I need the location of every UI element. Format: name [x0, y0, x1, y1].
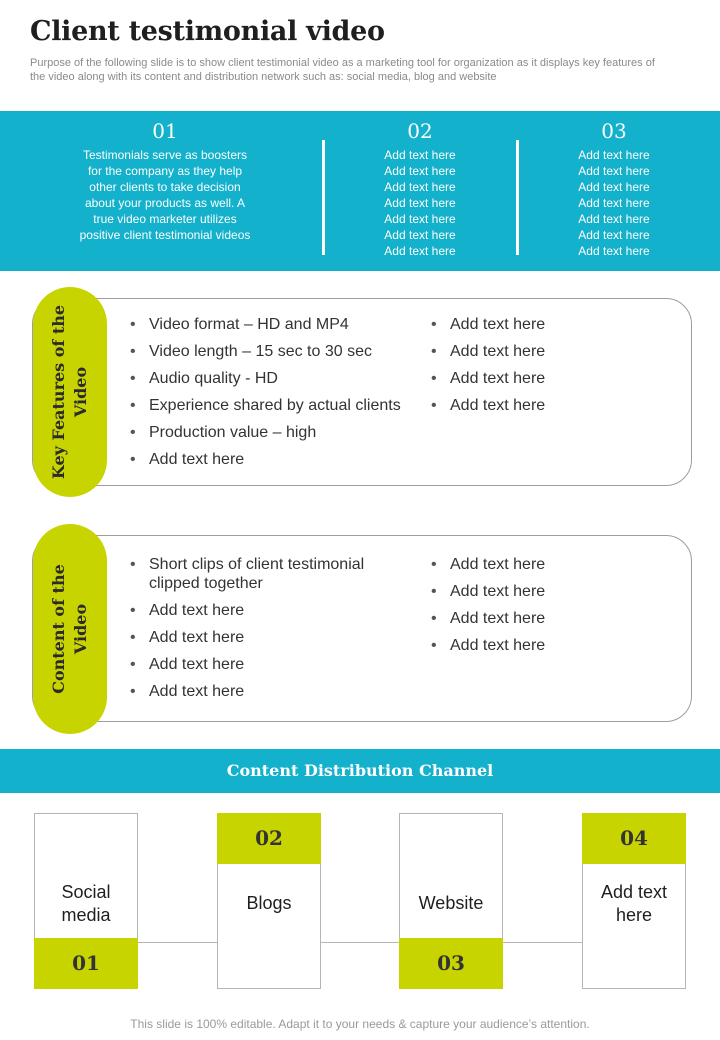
footer-note: This slide is 100% editable. Adapt it to your needs & capture your audience’s attention.: [130, 1017, 590, 1031]
channel-label: Social media: [61, 882, 111, 925]
list-item: • Add text here: [431, 582, 661, 601]
list-item: • Add text here: [130, 601, 395, 620]
list-item: • Production value – high: [130, 423, 420, 442]
banner-line: Add text here: [578, 212, 650, 226]
list-item: • Add text here: [431, 396, 661, 415]
list-item: • Experience shared by actual clients: [130, 396, 420, 415]
banner-line: Add text here: [384, 212, 456, 226]
label-line: Content of the: [49, 564, 68, 694]
banner-line: Add text here: [578, 228, 650, 242]
banner-column-1: [60, 118, 270, 243]
banner-number: 02: [407, 119, 433, 143]
banner-line: Add text here: [384, 148, 456, 162]
channel-number: 01: [34, 938, 138, 989]
banner-line: Add text here: [578, 180, 650, 194]
channel-box-blogs: [217, 813, 321, 989]
banner-number: 01: [152, 119, 178, 143]
page-subtitle: Purpose of the following slide is to show client testimonial video as a marketing tool for organization as it displays key features of the video along with its content and distribution network such as: social media, blog and website: [30, 57, 655, 83]
banner-text: [60, 147, 270, 243]
list-item: • Short clips of client testimonial clipped together: [130, 555, 395, 593]
banner-line: for the company as they help: [87, 164, 243, 178]
list-item: • Add text here: [130, 655, 395, 674]
banner-line: Add text here: [384, 244, 456, 258]
list-item: • Add text here: [431, 369, 661, 388]
banner-column-3: [534, 118, 694, 259]
channel-number: 02: [217, 813, 321, 864]
list-item: • Add text here: [431, 315, 661, 334]
channel-label: Add text here: [600, 882, 668, 925]
banner-line: about your products as well. A: [84, 196, 246, 210]
list-item: • Video length – 15 sec to 30 sec: [130, 342, 420, 361]
channel-box-website: [399, 813, 503, 989]
banner-line: Add text here: [578, 148, 650, 162]
banner-text: [534, 147, 694, 259]
banner-line: Add text here: [578, 244, 650, 258]
content-list-right: [431, 555, 661, 663]
channel-label: Blogs: [246, 893, 292, 913]
banner-line: true video marketer utilizes: [93, 212, 237, 226]
banner-number: 03: [601, 119, 627, 143]
channel-number: 03: [399, 938, 503, 989]
banner-line: Add text here: [384, 180, 456, 194]
connector-line: [138, 942, 584, 943]
channel-number: 04: [582, 813, 686, 864]
list-item: • Audio quality - HD: [130, 369, 420, 388]
key-features-label-text: [48, 305, 92, 479]
banner-divider: [322, 140, 325, 255]
overview-banner: [0, 111, 720, 271]
channel-label: Website: [418, 893, 484, 913]
label-line: Video: [71, 603, 90, 655]
banner-line: Add text here: [384, 196, 456, 210]
banner-line: Add text here: [384, 228, 456, 242]
banner-divider: [516, 140, 519, 255]
label-line: Video: [71, 366, 90, 418]
list-item: • Add text here: [431, 609, 661, 628]
banner-line: other clients to take decision: [89, 180, 241, 194]
banner-line: Add text here: [578, 196, 650, 210]
channel-box-social-media: [34, 813, 138, 989]
content-list-left: [130, 555, 395, 709]
list-item: • Add text here: [431, 342, 661, 361]
list-item: • Add text here: [431, 636, 661, 655]
page-title: Client testimonial video: [30, 16, 385, 47]
list-item: • Add text here: [130, 628, 395, 647]
channel-box-add-text: [582, 813, 686, 989]
list-item: • Add text here: [130, 682, 395, 701]
list-item: • Add text here: [431, 555, 661, 574]
label-line: Key Features of the: [49, 304, 68, 480]
content-label: [33, 524, 107, 734]
list-item: • Add text here: [130, 450, 420, 469]
banner-line: positive client testimonial videos: [79, 228, 251, 242]
banner-text: [340, 147, 500, 259]
key-features-list-right: [431, 315, 661, 423]
list-item: • Video format – HD and MP4: [130, 315, 420, 334]
banner-line: Add text here: [578, 164, 650, 178]
banner-line: Testimonials serve as boosters: [82, 148, 248, 162]
key-features-list-left: [130, 315, 420, 477]
content-label-text: [48, 564, 92, 694]
distribution-title: Content Distribution Channel: [0, 749, 720, 793]
key-features-label: [33, 287, 107, 497]
banner-column-2: [340, 118, 500, 259]
banner-line: Add text here: [384, 164, 456, 178]
